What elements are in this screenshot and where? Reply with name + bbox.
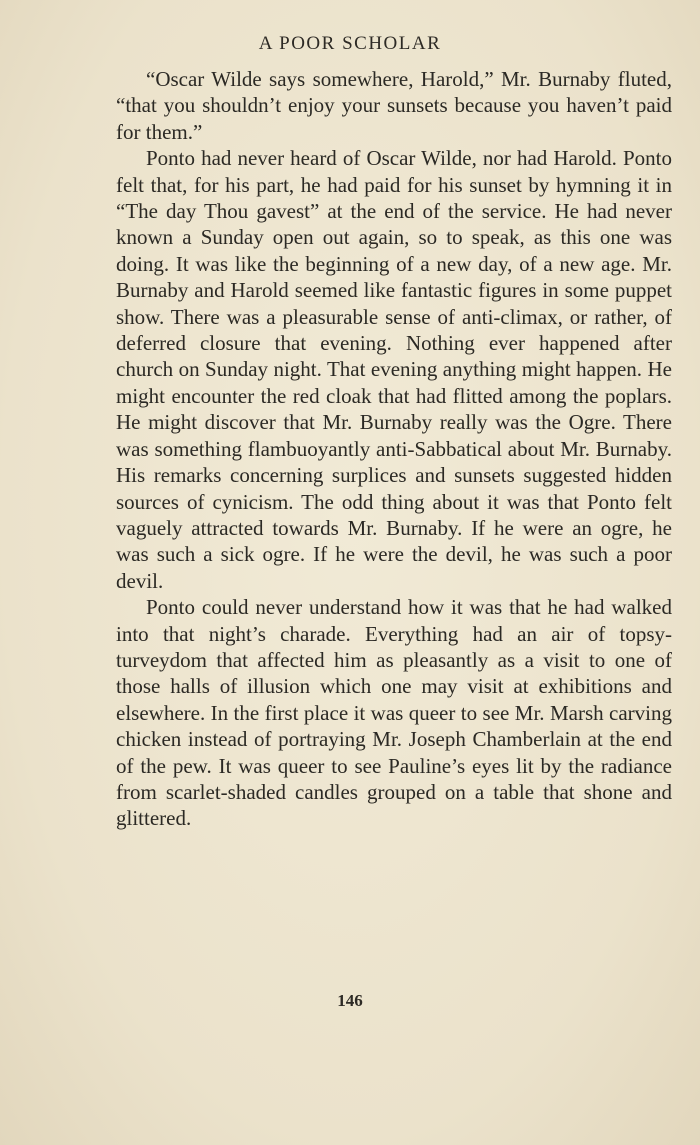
- body-text: [116, 66, 672, 832]
- page-number: 146: [337, 991, 363, 1010]
- paragraph-3: Ponto could never understand how it was that he had walked into that night’s charade. Everything had an air of topsy-turveydom that affected him as pleasantly as a visit to one of those halls of illusion which one may visit at exhibitions and elsewhere. In the first place it was queer to see Mr. Marsh carving chicken instead of portraying Mr. Joseph Chamberlain at the end of the pew. It was queer to see Pauline’s eyes lit by the radiance from scarlet-shaded candles grouped on a table that shone and glittered.: [116, 595, 672, 831]
- paragraph-2: Ponto had never heard of Oscar Wilde, nor had Harold. Ponto felt that, for his part, he had paid for his sunset by hymning it in “The day Thou gavest” at the end of the service. He had never known a Sunday open out again, so to speak, as this one was doing. It was like the beginning of a new day, of a new age. Mr. Burnaby and Harold seemed like fantastic figures in some puppet show. There was a pleasurable sense of anti-climax, or rather, of deferred closure that evening. Nothing ever happened after church on Sunday night. That evening anything might happen. He might encounter the red cloak that had flitted among the poplars. He might discover that Mr. Burnaby really was the Ogre. There was something flambuoyantly anti-Sabbatical about Mr. Burnaby. His remarks concerning surplices and sunsets suggested hidden sources of cynicism. The odd thing about it was that Ponto felt vaguely attracted towards Mr. Burnaby. If he were an ogre, he was such a sick ogre. If he were the devil, he was such a poor devil.: [116, 146, 672, 593]
- paragraph-1: “Oscar Wilde says somewhere, Harold,” Mr. Burnaby fluted, “that you shouldn’t enjoy your sunsets because you haven’t paid for them.”: [116, 67, 672, 144]
- running-head-title: A POOR SCHOLAR: [258, 33, 442, 54]
